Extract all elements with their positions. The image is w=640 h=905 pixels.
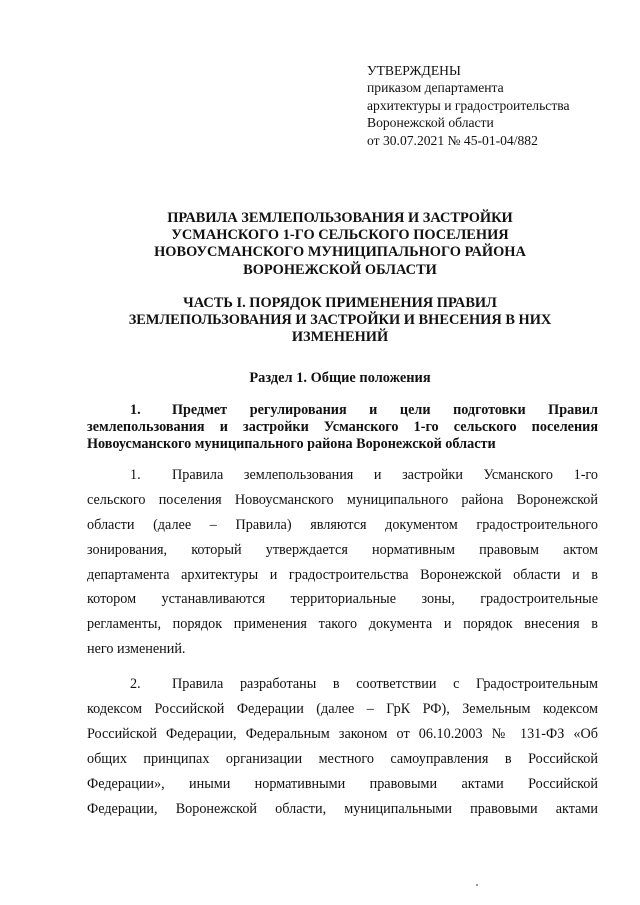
paragraph-number: 1. bbox=[130, 467, 141, 483]
section-heading: Раздел 1. Общие положения bbox=[249, 370, 431, 386]
article-heading-text: Предмет регулирования и цели подготовки Правил bbox=[172, 402, 598, 418]
paragraph bbox=[87, 672, 598, 821]
article-heading-line bbox=[87, 402, 598, 419]
part-heading bbox=[60, 295, 620, 347]
paragraph-line-text: Правила разработаны в соответствии с Градостроительным bbox=[172, 676, 598, 693]
approval-stamp bbox=[367, 62, 570, 149]
body-text bbox=[87, 463, 598, 821]
paragraph-line bbox=[87, 463, 598, 488]
paragraph-line: департамента архитектуры и градостроительства Воронежской области и в bbox=[87, 566, 598, 583]
paragraph-line: Российской Федерации, Федеральным законом от 06.10.2003 № 131-ФЗ «Об bbox=[87, 725, 598, 742]
document-title bbox=[60, 210, 620, 279]
article-heading-line: землепользования и застройки Усманского 1-го сельского поселения bbox=[87, 418, 598, 435]
paragraph-line: него изменений. bbox=[87, 641, 186, 658]
paragraph bbox=[87, 463, 598, 662]
paragraph-line-text: Правила землепользования и застройки Усманского 1-го bbox=[172, 467, 598, 483]
article-number: 1. bbox=[130, 402, 141, 418]
paragraph-line: зонирования, который утверждается нормативным правовым актом bbox=[87, 541, 598, 558]
part-heading-line: ИЗМЕНЕНИЙ bbox=[291, 329, 389, 346]
title-line: УСМАНСКОГО 1-ГО СЕЛЬСКОГО ПОСЕЛЕНИЯ bbox=[171, 227, 509, 244]
paragraph-line: регламенты, порядок применения такого документа и порядок внесения в bbox=[87, 616, 598, 633]
paragraph-line: Федерации», иными нормативными правовыми актами Российской bbox=[87, 775, 598, 792]
article-heading-line: Новоусманского муниципального района Воронежской области bbox=[87, 435, 496, 452]
article-heading bbox=[87, 402, 598, 452]
title-line: НОВОУСМАНСКОГО МУНИЦИПАЛЬНОГО РАЙОНА bbox=[154, 244, 526, 261]
paragraph-line: кодексом Российской Федерации (далее – ГрК РФ), Земельным кодексом bbox=[87, 701, 598, 718]
paragraph-line: области (далее – Правила) являются документом градостроительного bbox=[87, 516, 598, 533]
approval-line: Воронежской области bbox=[367, 115, 494, 131]
approval-line: архитектуры и градостроительства bbox=[367, 97, 570, 113]
part-heading-line: ЗЕМЛЕПОЛЬЗОВАНИЯ И ЗАСТРОЙКИ И ВНЕСЕНИЯ В НИХ bbox=[128, 312, 552, 329]
approval-line: приказом департамента bbox=[367, 80, 504, 96]
scan-speck bbox=[476, 884, 478, 886]
paragraph-line: котором устанавливаются территориальные зоны, градостроительные bbox=[87, 591, 598, 608]
paragraph-line: Федерации, Воронежской области, муниципальными правовыми актами bbox=[87, 800, 598, 817]
paragraph-line bbox=[87, 672, 598, 697]
part-heading-line: ЧАСТЬ I. ПОРЯДОК ПРИМЕНЕНИЯ ПРАВИЛ bbox=[183, 295, 497, 311]
paragraph-line: общих принципах организации местного самоуправления в Российской bbox=[87, 750, 598, 767]
title-line: ПРАВИЛА ЗЕМЛЕПОЛЬЗОВАНИЯ И ЗАСТРОЙКИ bbox=[167, 210, 513, 226]
paragraph-number: 2. bbox=[130, 676, 141, 693]
paragraph-line: сельского поселения Новоусманского муниципального района Воронежской bbox=[87, 491, 598, 508]
approval-date-number: от 30.07.2021 № 45-01-04/882 bbox=[367, 132, 538, 148]
title-line: ВОРОНЕЖСКОЙ ОБЛАСТИ bbox=[243, 261, 437, 278]
approval-heading: УТВЕРЖДЕНЫ bbox=[367, 63, 461, 78]
